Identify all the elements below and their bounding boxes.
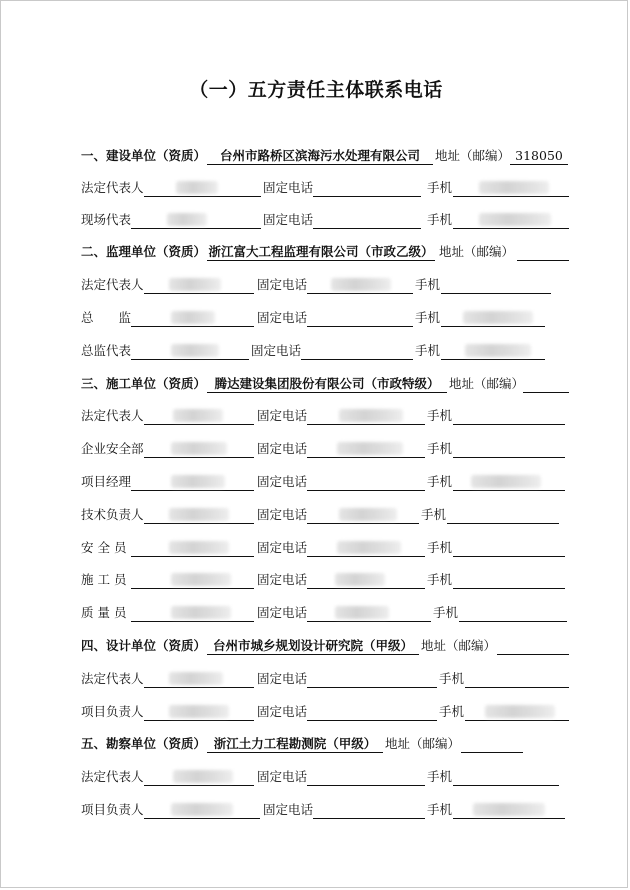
field-label: 固定电话	[251, 343, 302, 358]
redacted-name	[176, 181, 218, 194]
redacted-name	[171, 803, 233, 816]
redacted-name	[171, 311, 215, 324]
redacted-name	[171, 442, 227, 455]
redacted-name	[169, 541, 229, 554]
field-label: 固定电话	[257, 474, 308, 489]
redacted-phone	[339, 508, 397, 521]
section-heading: 二、监理单位（资质）	[81, 244, 207, 259]
redacted-name	[169, 278, 221, 291]
field-label: 总监代表	[81, 343, 132, 358]
page-title: （一）五方责任主体联系电话	[189, 79, 443, 101]
mobile-field	[459, 604, 567, 622]
field-label: 总 监	[81, 310, 132, 325]
address-label: 地址（邮编）	[439, 244, 515, 259]
redacted-mobile	[465, 344, 531, 357]
field-label: 手机	[415, 343, 441, 358]
field-label: 施 工 员	[81, 572, 127, 587]
postcode-field	[517, 243, 569, 261]
phone-field	[307, 703, 437, 721]
redacted-mobile	[471, 475, 541, 488]
field-label: 固定电话	[257, 704, 308, 719]
phone-field	[307, 670, 437, 688]
company-name: 台州市城乡规划设计研究院（甲级）	[212, 638, 413, 653]
field-label: 固定电话	[257, 540, 308, 555]
section-heading: 一、建设单位（资质）	[81, 148, 207, 163]
field-label: 手机	[439, 671, 465, 686]
redacted-name	[169, 672, 223, 685]
company-name: 腾达建设集团股份有限公司（市政特级）	[214, 376, 440, 391]
section-heading: 五、勘察单位（资质）	[81, 736, 207, 751]
address-label: 地址（邮编）	[435, 148, 511, 163]
redacted-mobile	[485, 705, 555, 718]
postcode-value: 318050	[515, 148, 563, 163]
redacted-mobile	[479, 213, 551, 226]
field-label: 手机	[415, 277, 441, 292]
postcode-field	[461, 735, 523, 753]
company-name-field	[207, 243, 435, 261]
field-label: 企业安全部	[81, 441, 144, 456]
mobile-field	[453, 768, 559, 786]
field-label: 固定电话	[263, 180, 314, 195]
field-label: 手机	[427, 572, 453, 587]
company-name-field	[207, 147, 433, 165]
redacted-phone	[339, 409, 403, 422]
field-label: 手机	[427, 474, 453, 489]
field-label: 手机	[433, 605, 459, 620]
company-name: 浙江土力工程勘测院（甲级）	[213, 736, 377, 751]
postcode-field	[497, 637, 569, 655]
field-label: 固定电话	[257, 441, 308, 456]
phone-field	[307, 473, 425, 491]
field-label: 固定电话	[263, 212, 314, 227]
field-label: 质 量 员	[81, 605, 127, 620]
field-label: 安 全 员	[81, 540, 127, 555]
address-label: 地址（邮编）	[421, 638, 497, 653]
postcode-field	[523, 375, 569, 393]
field-label: 法定代表人	[81, 180, 144, 195]
redacted-phone	[335, 606, 389, 619]
field-label: 手机	[427, 212, 453, 227]
redacted-name	[167, 213, 207, 226]
redacted-phone	[337, 541, 401, 554]
field-label: 手机	[427, 769, 453, 784]
company-name: 台州市路桥区滨海污水处理有限公司	[219, 148, 420, 163]
field-label: 手机	[427, 441, 453, 456]
phone-field	[313, 801, 425, 819]
redacted-name	[173, 409, 223, 422]
redacted-phone	[337, 442, 403, 455]
redacted-mobile	[479, 181, 549, 194]
redacted-phone	[331, 278, 391, 291]
section-heading: 三、施工单位（资质）	[81, 376, 207, 391]
field-label: 固定电话	[257, 572, 308, 587]
redacted-name	[173, 770, 233, 783]
field-label: 现场代表	[81, 212, 132, 227]
mobile-field	[441, 276, 551, 294]
field-label: 固定电话	[257, 605, 308, 620]
company-name-field	[207, 637, 419, 655]
section-heading: 四、设计单位（资质）	[81, 638, 207, 653]
company-name: 浙江富大工程监理有限公司（市政乙级）	[208, 244, 434, 259]
mobile-field	[465, 670, 569, 688]
redacted-name	[171, 344, 219, 357]
field-label: 项目负责人	[81, 802, 144, 817]
mobile-field	[453, 571, 565, 589]
field-label: 手机	[427, 180, 453, 195]
field-label: 法定代表人	[81, 671, 144, 686]
redacted-mobile	[463, 311, 533, 324]
field-label: 固定电话	[257, 769, 308, 784]
mobile-field	[453, 539, 565, 557]
mobile-field	[447, 506, 559, 524]
phone-field	[313, 211, 421, 229]
field-label: 固定电话	[257, 671, 308, 686]
postcode-field	[510, 147, 568, 165]
phone-field	[301, 342, 413, 360]
field-label: 手机	[439, 704, 465, 719]
field-label: 技术负责人	[81, 507, 144, 522]
field-label: 手机	[427, 802, 453, 817]
field-label: 固定电话	[257, 277, 308, 292]
field-label: 项目经理	[81, 474, 132, 489]
redacted-name	[169, 508, 229, 521]
field-label: 固定电话	[257, 408, 308, 423]
field-label: 固定电话	[257, 507, 308, 522]
redacted-name	[169, 705, 229, 718]
redacted-phone	[335, 573, 385, 586]
address-label: 地址（邮编）	[449, 376, 525, 391]
address-label: 地址（邮编）	[385, 736, 461, 751]
field-label: 手机	[427, 540, 453, 555]
field-label: 法定代表人	[81, 769, 144, 784]
field-label: 固定电话	[257, 310, 308, 325]
phone-field	[313, 179, 421, 197]
field-label: 法定代表人	[81, 277, 144, 292]
redacted-name	[171, 475, 225, 488]
phone-field	[307, 768, 425, 786]
company-name-field	[207, 375, 447, 393]
phone-field	[307, 309, 413, 327]
field-label: 手机	[421, 507, 447, 522]
mobile-field	[453, 440, 565, 458]
company-name-field	[207, 735, 383, 753]
redacted-name	[171, 606, 231, 619]
mobile-field	[453, 407, 565, 425]
redacted-mobile	[473, 803, 545, 816]
field-label: 法定代表人	[81, 408, 144, 423]
field-label: 项目负责人	[81, 704, 144, 719]
field-label: 手机	[415, 310, 441, 325]
field-label: 固定电话	[263, 802, 314, 817]
redacted-name	[171, 573, 231, 586]
field-label: 手机	[427, 408, 453, 423]
